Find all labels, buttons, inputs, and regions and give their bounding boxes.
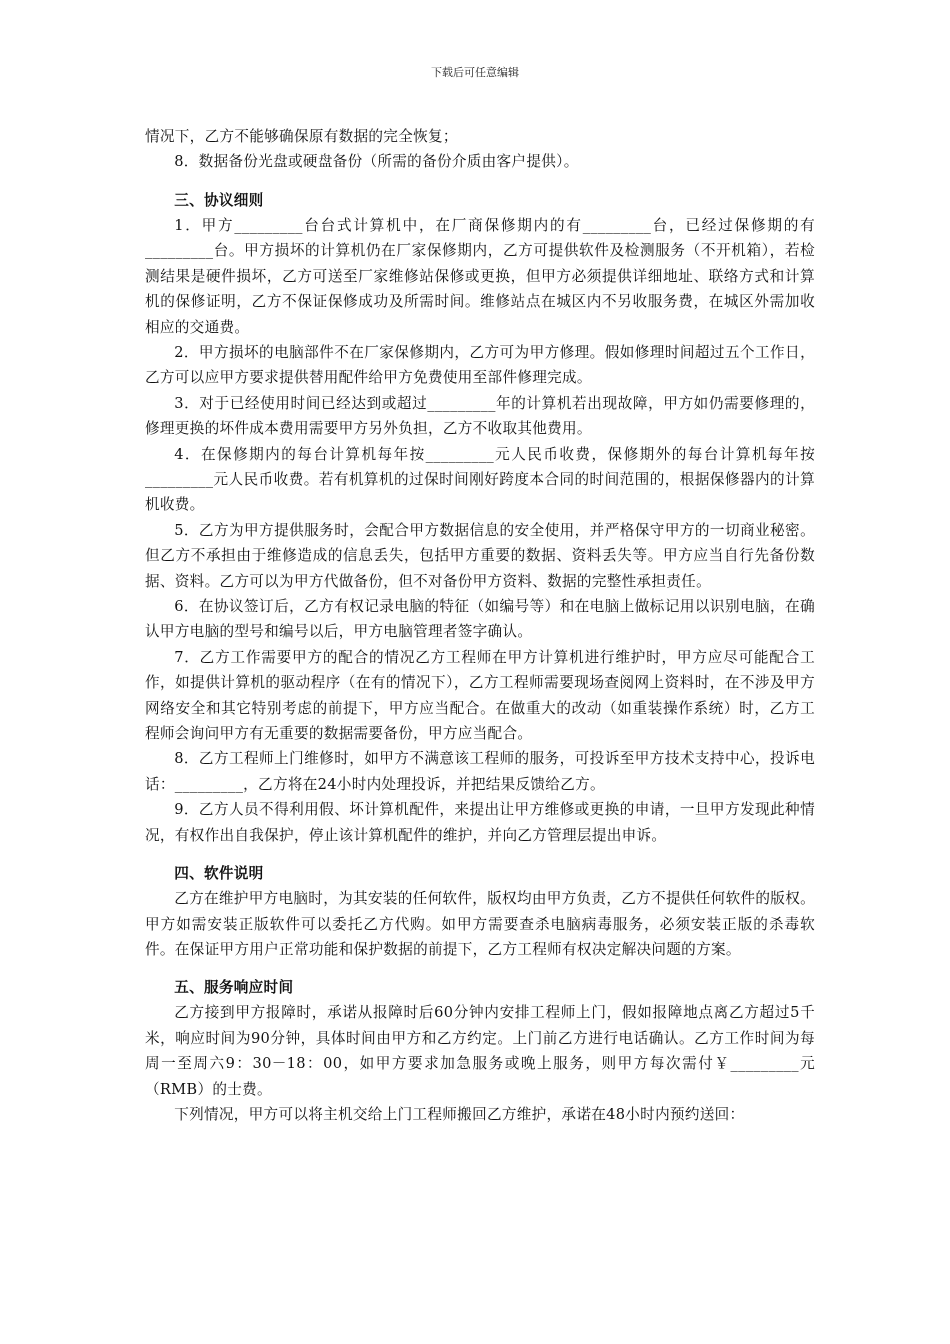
- clause-paragraph: 1．甲方_________台台式计算机中，在厂商保修期内的有_________台，已经过保修期的有_________台。甲方损坏的计算机仍在厂家保修期内，乙方可提供软件及检测服务（不开机箱），若检测结果是硬件损坏，乙方可送至厂家维修站保修或更换，但甲方必须提供详细地址、联络方式和计算机的保修证明，乙方不保证保修成功及所需时间。维修站点在城区内不另收服务费，在城区外需加收相应的交通费。: [145, 216, 815, 336]
- section-3-heading: 三、协议细则: [174, 191, 264, 209]
- clause-paragraph: 3．对于已经使用时间已经达到或超过_________年的计算机若出现故障，甲方如仍需要修理的，修理更换的坏件成本费用需要甲方另外负担，乙方不收取其他费用。: [145, 394, 815, 438]
- clause-paragraph: 7．乙方工作需要甲方的配合的情况乙方工程师在甲方计算机进行维护时，甲方应尽可能配合工作，如提供计算机的驱动程序（在有的情况下），乙方工程师需要现场查阅网上资料时，在不涉及甲方网络安全和其它特别考虑的前提下，甲方应当配合。在做重大的改动（如重装操作系统）时，乙方工程师会询问甲方有无重要的数据需要备份，甲方应当配合。: [145, 648, 815, 743]
- document-body: [145, 124, 815, 1128]
- response-paragraph: 下列情况，甲方可以将主机交给上门工程师搬回乙方维护，承诺在48小时内预约送回：: [174, 1106, 745, 1124]
- clause-paragraph: 4．在保修期内的每台计算机每年按_________元人民币收费，保修期外的每台计算机每年按_________元人民币收费。若有机算机的过保时间刚好跨度本合同的时间范围的，根据保修器内的计算机收费。: [145, 445, 815, 514]
- page-header: 下载后可任意编辑: [431, 66, 519, 79]
- intro-line: 情况下，乙方不能够确保原有数据的完全恢复；: [145, 128, 458, 145]
- section-4-heading: 四、软件说明: [174, 864, 264, 882]
- clause-paragraph: 6．在协议签订后，乙方有权记录电脑的特征（如编号等）和在电脑上做标记用以识别电脑，在确认甲方电脑的型号和编号以后，甲方电脑管理者签字确认。: [145, 598, 815, 641]
- clause-paragraph: 2．甲方损坏的电脑部件不在厂家保修期内，乙方可为甲方修理。假如修理时间超过五个工作日，乙方可以应甲方要求提供替用配件给甲方免费使用至部件修理完成。: [145, 343, 815, 387]
- clause-paragraph: 9．乙方人员不得利用假、坏计算机配件，来提出让甲方维修或更换的申请，一旦甲方发现此种情况，有权作出自我保护，停止该计算机配件的维护，并向乙方管理层提出申诉。: [145, 801, 815, 844]
- clause-paragraph: 8．乙方工程师上门维修时，如甲方不满意该工程师的服务，可投诉至甲方技术支持中心，投诉电话：_________，乙方将在24小时内处理投诉，并把结果反馈给乙方。: [145, 750, 815, 793]
- section-5-heading: 五、服务响应时间: [174, 979, 294, 997]
- clause-paragraph: 5．乙方为甲方提供服务时，会配合甲方数据信息的安全使用，并严格保守甲方的一切商业秘密。但乙方不承担由于维修造成的信息丢失，包括甲方重要的数据、资料丢失等。甲方应当自行先备份数据、资料。乙方可以为甲方代做备份，但不对备份甲方资料、数据的完整性承担责任。: [145, 521, 815, 590]
- software-paragraph: 乙方在维护甲方电脑时，为其安装的任何软件，版权均由甲方负责，乙方不提供任何软件的版权。甲方如需安装正版软件可以委托乙方代购。如甲方需要查杀电脑病毒服务，必须安装正版的杀毒软件。在保证甲方用户正常功能和保护数据的前提下，乙方工程师有权决定解决问题的方案。: [145, 890, 815, 958]
- response-paragraph: 乙方接到甲方报障时，承诺从报障时后60分钟内安排工程师上门，假如报障地点离乙方超过5千米，响应时间为90分钟，具体时间由甲方和乙方约定。上门前乙方进行电话确认。乙方工作时间为每周一至周六9：30－18：00，如甲方要求加急服务或晚上服务，则甲方每次需付￥_________元（RMB）的士费。: [145, 1004, 815, 1098]
- intro-line: 8．数据备份光盘或硬盘备份（所需的备份介质由客户提供）。: [174, 153, 579, 171]
